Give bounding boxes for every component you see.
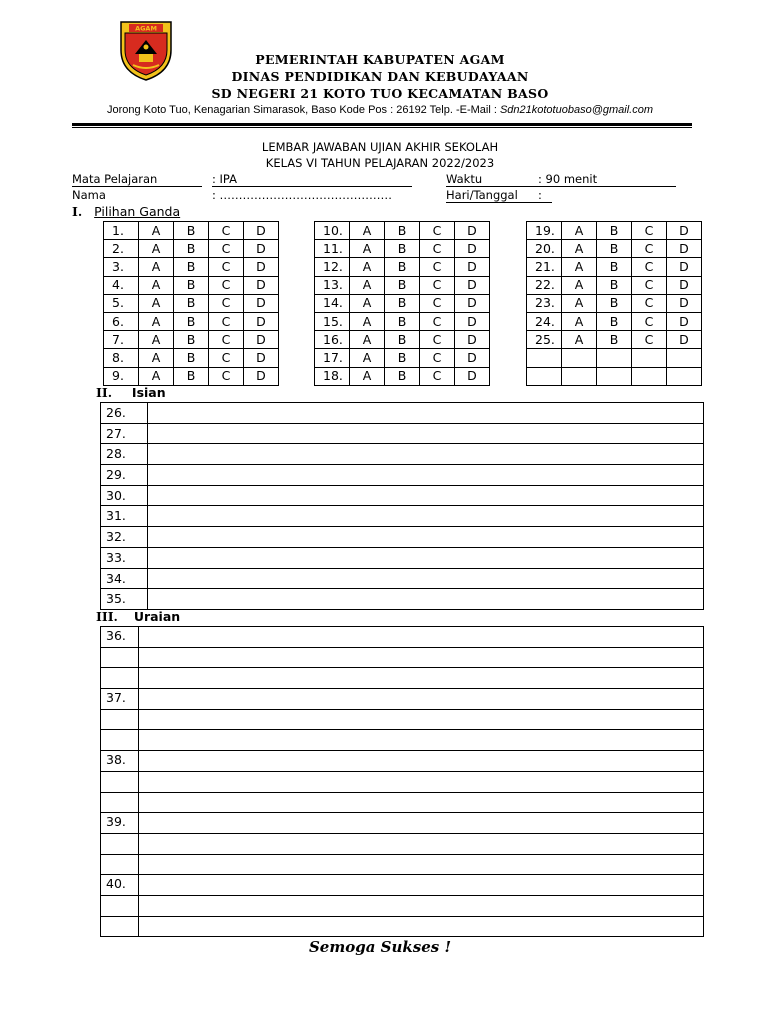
question-number: 20.: [527, 240, 562, 258]
option-a: [562, 349, 597, 367]
option-d[interactable]: D: [667, 276, 702, 294]
question-number: 22.: [527, 276, 562, 294]
mc-row: [527, 294, 702, 312]
section-number: I.: [72, 204, 83, 219]
answer-field[interactable]: [139, 875, 704, 896]
section-label: Pilihan Ganda: [94, 204, 181, 219]
option-a[interactable]: A: [139, 294, 174, 312]
option-b[interactable]: B: [385, 258, 420, 276]
option-a[interactable]: A: [139, 276, 174, 294]
option-d[interactable]: D: [667, 331, 702, 349]
option-c[interactable]: C: [420, 276, 455, 294]
question-number-blank: [101, 833, 139, 854]
option-a[interactable]: A: [562, 276, 597, 294]
answer-field[interactable]: [148, 465, 704, 486]
question-number-blank: [101, 792, 139, 813]
option-b[interactable]: B: [385, 349, 420, 367]
address-text: Jorong Koto Tuo, Kenagarian Simarasok, Baso Kode Pos : 26192 Telp. -E-Mail :: [106, 104, 500, 116]
mc-row: [315, 312, 490, 330]
sheet-title: LEMBAR JAWABAN UJIAN AKHIR SEKOLAH: [261, 140, 499, 154]
mc-row: [527, 331, 702, 349]
option-b[interactable]: B: [597, 331, 632, 349]
option-d[interactable]: D: [244, 294, 279, 312]
name-label: Nama: [72, 188, 106, 202]
option-a[interactable]: A: [350, 312, 385, 330]
option-d[interactable]: D: [244, 240, 279, 258]
question-number: 14.: [315, 294, 350, 312]
mc-row: [315, 294, 490, 312]
option-d[interactable]: D: [667, 258, 702, 276]
uraian-row: [101, 833, 704, 854]
question-number: 39.: [101, 813, 139, 834]
option-d[interactable]: D: [244, 222, 279, 240]
option-c[interactable]: C: [420, 349, 455, 367]
header-rule-thin: [72, 127, 692, 128]
option-c[interactable]: C: [420, 312, 455, 330]
question-number: 21.: [527, 258, 562, 276]
question-number: 13.: [315, 276, 350, 294]
answer-field[interactable]: [139, 709, 704, 730]
option-a[interactable]: A: [350, 349, 385, 367]
option-b[interactable]: B: [174, 331, 209, 349]
mc-row: [104, 240, 279, 258]
subject-value: : IPA: [212, 172, 237, 186]
answer-field[interactable]: [139, 771, 704, 792]
option-d[interactable]: D: [455, 312, 490, 330]
option-d[interactable]: D: [244, 331, 279, 349]
section-number: III.: [96, 609, 118, 624]
option-d[interactable]: D: [455, 222, 490, 240]
mc-row: [527, 258, 702, 276]
mc-row: [527, 240, 702, 258]
option-c: [632, 367, 667, 385]
option-b[interactable]: B: [385, 294, 420, 312]
isian-row: [101, 403, 704, 424]
option-d[interactable]: D: [455, 294, 490, 312]
option-c[interactable]: C: [632, 258, 667, 276]
mc-table-2: [314, 221, 490, 386]
option-c[interactable]: C: [420, 367, 455, 385]
option-c[interactable]: C: [632, 276, 667, 294]
question-number: 35.: [101, 589, 148, 610]
section-label: Uraian: [133, 609, 181, 624]
question-number: 5.: [104, 294, 139, 312]
question-number-blank: [101, 895, 139, 916]
option-a[interactable]: A: [350, 276, 385, 294]
mc-table-1: [103, 221, 279, 386]
question-number: 4.: [104, 276, 139, 294]
answer-field[interactable]: [139, 689, 704, 710]
option-a[interactable]: A: [139, 222, 174, 240]
time-value: : 90 menit: [538, 172, 598, 186]
question-number: 9.: [104, 367, 139, 385]
section-label: Isian: [131, 385, 166, 400]
section-uraian-heading: [96, 609, 180, 624]
answer-field[interactable]: [148, 403, 704, 424]
option-c[interactable]: C: [420, 258, 455, 276]
uraian-row: [101, 647, 704, 668]
option-d[interactable]: D: [455, 349, 490, 367]
mc-row: [104, 331, 279, 349]
option-c[interactable]: C: [420, 222, 455, 240]
isian-table: [100, 402, 704, 610]
answer-field[interactable]: [139, 647, 704, 668]
question-number: 1.: [104, 222, 139, 240]
option-a[interactable]: A: [350, 222, 385, 240]
option-d[interactable]: D: [455, 367, 490, 385]
option-c[interactable]: C: [209, 367, 244, 385]
mc-row: [315, 331, 490, 349]
date-label: Hari/Tanggal: [446, 188, 518, 202]
option-b[interactable]: B: [597, 312, 632, 330]
question-number: 12.: [315, 258, 350, 276]
answer-field[interactable]: [148, 527, 704, 548]
option-d[interactable]: D: [667, 294, 702, 312]
option-b[interactable]: B: [385, 312, 420, 330]
option-a[interactable]: A: [562, 222, 597, 240]
question-number: 10.: [315, 222, 350, 240]
option-c[interactable]: C: [420, 294, 455, 312]
question-number-blank: [101, 668, 139, 689]
question-number: 25.: [527, 331, 562, 349]
answer-field[interactable]: [148, 485, 704, 506]
option-a[interactable]: A: [350, 294, 385, 312]
isian-row: [101, 527, 704, 548]
option-b[interactable]: B: [174, 312, 209, 330]
answer-field[interactable]: [148, 506, 704, 527]
answer-field[interactable]: [139, 792, 704, 813]
header-line-1: PEMERINTAH KABUPATEN AGAM: [255, 52, 505, 67]
uraian-row: [101, 627, 704, 648]
header-rule-thick: [72, 123, 692, 126]
mc-row: [527, 312, 702, 330]
uraian-table: [100, 626, 704, 937]
uraian-row: [101, 771, 704, 792]
uraian-row: [101, 792, 704, 813]
answer-field[interactable]: [139, 833, 704, 854]
option-b[interactable]: B: [385, 240, 420, 258]
option-b[interactable]: B: [385, 367, 420, 385]
question-number: 17.: [315, 349, 350, 367]
question-number-blank: [101, 771, 139, 792]
uraian-row: [101, 854, 704, 875]
isian-row: [101, 506, 704, 527]
uraian-row: [101, 689, 704, 710]
school-address: [75, 104, 685, 116]
option-c[interactable]: C: [632, 294, 667, 312]
date-underline: [446, 202, 552, 203]
option-b[interactable]: B: [597, 258, 632, 276]
answer-field[interactable]: [139, 813, 704, 834]
question-number: 37.: [101, 689, 139, 710]
option-b[interactable]: B: [597, 240, 632, 258]
date-value: :: [538, 188, 542, 202]
mc-row: [527, 222, 702, 240]
logo-text: AGAM: [135, 24, 157, 33]
section-number: II.: [96, 385, 113, 400]
subject-value-underline: [212, 186, 412, 187]
option-c[interactable]: C: [209, 258, 244, 276]
question-number-blank: [101, 916, 139, 937]
question-number: 36.: [101, 627, 139, 648]
uraian-row: [101, 895, 704, 916]
isian-row: [101, 568, 704, 589]
answer-field[interactable]: [148, 423, 704, 444]
mc-row: [315, 367, 490, 385]
option-b: [597, 349, 632, 367]
option-c[interactable]: C: [209, 240, 244, 258]
mc-row: [104, 294, 279, 312]
mc-row: [315, 276, 490, 294]
question-number-blank: [101, 647, 139, 668]
question-number: 2.: [104, 240, 139, 258]
question-number: 3.: [104, 258, 139, 276]
option-b: [597, 367, 632, 385]
question-number: 6.: [104, 312, 139, 330]
option-a[interactable]: A: [139, 240, 174, 258]
question-number: 15.: [315, 312, 350, 330]
option-b[interactable]: B: [174, 276, 209, 294]
option-a[interactable]: A: [139, 312, 174, 330]
isian-row: [101, 547, 704, 568]
mc-row: [104, 349, 279, 367]
answer-field[interactable]: [148, 547, 704, 568]
question-number: [527, 367, 562, 385]
mc-row: [104, 312, 279, 330]
option-c[interactable]: C: [209, 331, 244, 349]
answer-field[interactable]: [139, 668, 704, 689]
sheet-subtitle: KELAS VI TAHUN PELAJARAN 2022/2023: [265, 156, 495, 170]
answer-field[interactable]: [148, 444, 704, 465]
question-number: 7.: [104, 331, 139, 349]
option-d[interactable]: D: [244, 367, 279, 385]
question-number: 27.: [101, 423, 148, 444]
name-value: : ………………………………………: [212, 188, 393, 202]
option-d[interactable]: D: [667, 222, 702, 240]
option-c[interactable]: C: [632, 222, 667, 240]
option-b[interactable]: B: [597, 294, 632, 312]
question-number: 23.: [527, 294, 562, 312]
option-b[interactable]: B: [385, 276, 420, 294]
mc-row: [527, 349, 702, 367]
answer-field[interactable]: [139, 895, 704, 916]
school-email: Sdn21kototuobaso@gmail.com: [499, 104, 653, 116]
option-d: [667, 349, 702, 367]
time-label: Waktu: [446, 172, 483, 186]
mc-row: [527, 276, 702, 294]
closing-message: Semoga Sukses !: [308, 938, 452, 956]
mc-row: [315, 349, 490, 367]
question-number: 11.: [315, 240, 350, 258]
question-number: 28.: [101, 444, 148, 465]
answer-field[interactable]: [148, 568, 704, 589]
header-line-3: SD NEGERI 21 KOTO TUO KECAMATAN BASO: [211, 86, 549, 101]
answer-field[interactable]: [148, 589, 704, 610]
answer-field[interactable]: [139, 627, 704, 648]
option-c: [632, 349, 667, 367]
option-c[interactable]: C: [632, 331, 667, 349]
option-c[interactable]: C: [209, 294, 244, 312]
option-b[interactable]: B: [174, 258, 209, 276]
option-a[interactable]: A: [139, 331, 174, 349]
uraian-row: [101, 709, 704, 730]
option-b[interactable]: B: [174, 294, 209, 312]
uraian-row: [101, 668, 704, 689]
question-number-blank: [101, 730, 139, 751]
mc-row: [104, 276, 279, 294]
question-number-blank: [101, 709, 139, 730]
isian-row: [101, 465, 704, 486]
question-number: 29.: [101, 465, 148, 486]
question-number: 8.: [104, 349, 139, 367]
option-d: [667, 367, 702, 385]
question-number: [527, 349, 562, 367]
option-d[interactable]: D: [667, 240, 702, 258]
option-d[interactable]: D: [244, 312, 279, 330]
option-c[interactable]: C: [209, 312, 244, 330]
uraian-row: [101, 813, 704, 834]
option-a: [562, 367, 597, 385]
question-number: 16.: [315, 331, 350, 349]
mc-row: [315, 240, 490, 258]
isian-row: [101, 589, 704, 610]
answer-field[interactable]: [139, 916, 704, 937]
question-number-blank: [101, 854, 139, 875]
option-d[interactable]: D: [244, 349, 279, 367]
option-c[interactable]: C: [420, 240, 455, 258]
isian-row: [101, 423, 704, 444]
option-b[interactable]: B: [597, 276, 632, 294]
subject-label: Mata Pelajaran: [72, 172, 158, 186]
mc-row: [104, 367, 279, 385]
question-number: 19.: [527, 222, 562, 240]
question-number: 30.: [101, 485, 148, 506]
header-line-2: DINAS PENDIDIKAN DAN KEBUDAYAAN: [231, 69, 529, 84]
mc-row: [104, 222, 279, 240]
question-number: 33.: [101, 547, 148, 568]
option-b[interactable]: B: [385, 331, 420, 349]
option-a[interactable]: A: [350, 367, 385, 385]
mc-row: [315, 222, 490, 240]
mc-row: [315, 258, 490, 276]
question-number: 40.: [101, 875, 139, 896]
option-a[interactable]: A: [562, 240, 597, 258]
option-a[interactable]: A: [139, 349, 174, 367]
uraian-row: [101, 875, 704, 896]
option-a[interactable]: A: [350, 240, 385, 258]
option-a[interactable]: A: [562, 294, 597, 312]
section-pilihan-ganda-heading: [72, 204, 180, 219]
option-a[interactable]: A: [139, 258, 174, 276]
option-a[interactable]: A: [350, 258, 385, 276]
section-isian-heading: [96, 385, 166, 400]
option-a[interactable]: A: [139, 367, 174, 385]
isian-row: [101, 485, 704, 506]
question-number: 26.: [101, 403, 148, 424]
time-underline: [446, 186, 676, 187]
subject-label-underline: [72, 186, 202, 187]
mc-table-3: [526, 221, 702, 386]
option-a[interactable]: A: [562, 258, 597, 276]
question-number: 38.: [101, 751, 139, 772]
option-a[interactable]: A: [350, 331, 385, 349]
option-c[interactable]: C: [632, 240, 667, 258]
question-number: 24.: [527, 312, 562, 330]
uraian-row: [101, 730, 704, 751]
isian-row: [101, 444, 704, 465]
option-a[interactable]: A: [562, 312, 597, 330]
option-b[interactable]: B: [174, 222, 209, 240]
mc-row: [527, 367, 702, 385]
uraian-row: [101, 751, 704, 772]
question-number: 18.: [315, 367, 350, 385]
answer-field[interactable]: [139, 854, 704, 875]
mc-row: [104, 258, 279, 276]
answer-field[interactable]: [139, 730, 704, 751]
option-c[interactable]: C: [209, 276, 244, 294]
answer-field[interactable]: [139, 751, 704, 772]
option-d[interactable]: D: [455, 258, 490, 276]
option-d[interactable]: D: [667, 312, 702, 330]
option-d[interactable]: D: [244, 276, 279, 294]
option-a[interactable]: A: [562, 331, 597, 349]
option-b[interactable]: B: [174, 349, 209, 367]
option-d[interactable]: D: [455, 276, 490, 294]
question-number: 34.: [101, 568, 148, 589]
option-b[interactable]: B: [597, 222, 632, 240]
question-number: 32.: [101, 527, 148, 548]
question-number: 31.: [101, 506, 148, 527]
option-c[interactable]: C: [632, 312, 667, 330]
option-d[interactable]: D: [455, 331, 490, 349]
option-b[interactable]: B: [385, 222, 420, 240]
option-c[interactable]: C: [209, 349, 244, 367]
option-c[interactable]: C: [420, 331, 455, 349]
option-b[interactable]: B: [174, 240, 209, 258]
option-b[interactable]: B: [174, 367, 209, 385]
option-c[interactable]: C: [209, 222, 244, 240]
option-d[interactable]: D: [455, 240, 490, 258]
uraian-row: [101, 916, 704, 937]
option-d[interactable]: D: [244, 258, 279, 276]
